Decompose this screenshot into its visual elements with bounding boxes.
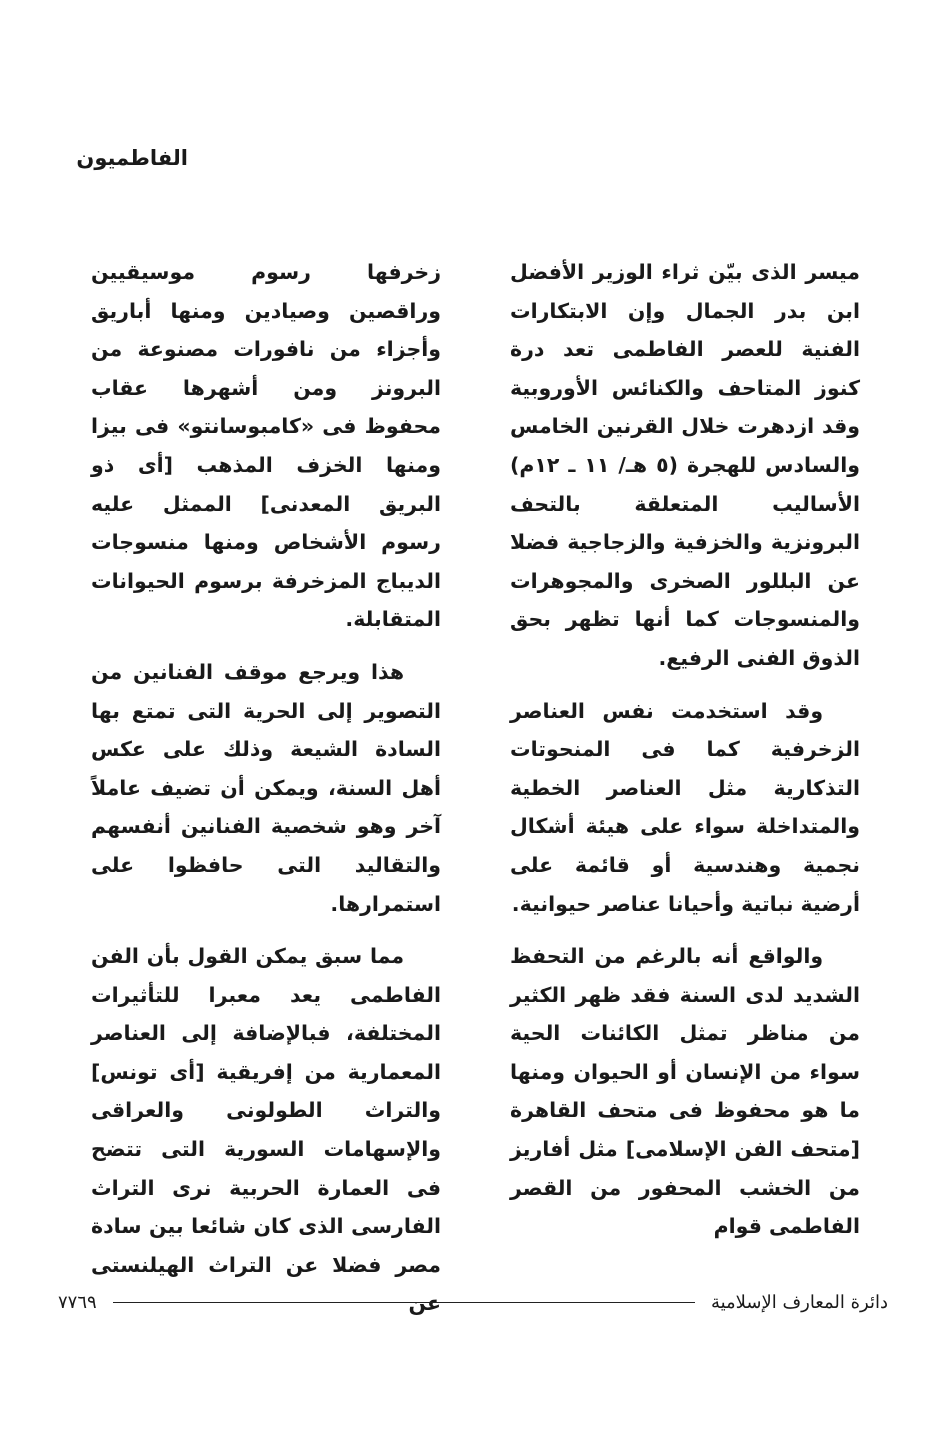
page-number: ٧٧٦٩ — [58, 1291, 97, 1313]
page-footer — [58, 1290, 888, 1314]
footer-divider — [113, 1302, 695, 1303]
paragraph: والواقع أنه بالرغم من التحفظ الشديد لدى السنة فقد ظهر الكثير من مناظر تمثل الكائنات الحية سواء من الإنسان أو الحيوان ومنها ما هو محفوظ فى متحف القاهرة [متحف الفن الإسلامى] مثل أفاريز من الخشب المحفور من القصر الفاطمى قوام — [510, 944, 860, 1239]
paragraph: ميسر الذى بيّن ثراء الوزير الأفضل ابن بدر الجمال وإن الابتكارات الفنية للعصر الفاطمى تعد درة كنوز المتاحف والكنائس الأوروبية وقد ازدهرت خلال القرنين الخامس والسادس للهجرة (٥ هـ/ ١١ ـ ١٢م) الأساليب المتعلقة بالتحف البرونزية والخزفية والزجاجية فضلا عن البللور الصخرى والمجوهرات والمنسوجات كما أنها تظهر بحق الذوق الفنى الرفيع. — [510, 260, 861, 670]
paragraph: مما سبق يمكن القول بأن الفن الفاطمى يعد معبرا للتأثيرات المختلفة، فبالإضافة إلى العناصر المعمارية من إفريقية [أى تونس] والتراث الطولونى والعراقى والإسهامات السورية التى تتضح فى العمارة الحربية نرى التراث الفارسى الذى كان شائعا بين سادة مصر فضلا عن التراث الهيلنستى عن — [91, 944, 441, 1316]
running-title: الفاطميون — [76, 146, 188, 170]
paragraph: وقد استخدمت نفس العناصر الزخرفية كما فى المنحوتات التذكارية مثل العناصر الخطية والمتداخلة سواء على هيئة أشكال نجمية وهندسية أو قائمة على أرضية نباتية وأحيانا عناصر حيوانية. — [510, 698, 860, 916]
running-header — [76, 146, 188, 170]
text-column-right — [510, 253, 860, 1260]
paragraph: زخرفها رسوم موسيقيين وراقصين وصيادين ومنها أباريق وأجزاء من نافورات مصنوعة من البرونز ومن أشهرها عقاب محفوظ فى «كامبوسانتو» فى بيزا ومنها الخزف المذهب [أى ذو البريق المعدنى] الممثل عليه رسوم الأشخاص ومنها منسوجات الديباج المزخرفة برسوم الحيوانات المتقابلة. — [91, 260, 441, 632]
paragraph: هذا ويرجع موقف الفنانين من التصوير إلى الحرية التى تمتع بها السادة الشيعة وذلك على عكس أهل السنة، ويمكن أن تضيف عاملاً آخر وهو شخصية الفنانين أنفسهم والتقاليد التى حافظوا على استمرارها. — [91, 659, 441, 916]
publication-title: دائرة المعارف الإسلامية — [710, 1291, 888, 1313]
text-column-left — [91, 253, 441, 1337]
